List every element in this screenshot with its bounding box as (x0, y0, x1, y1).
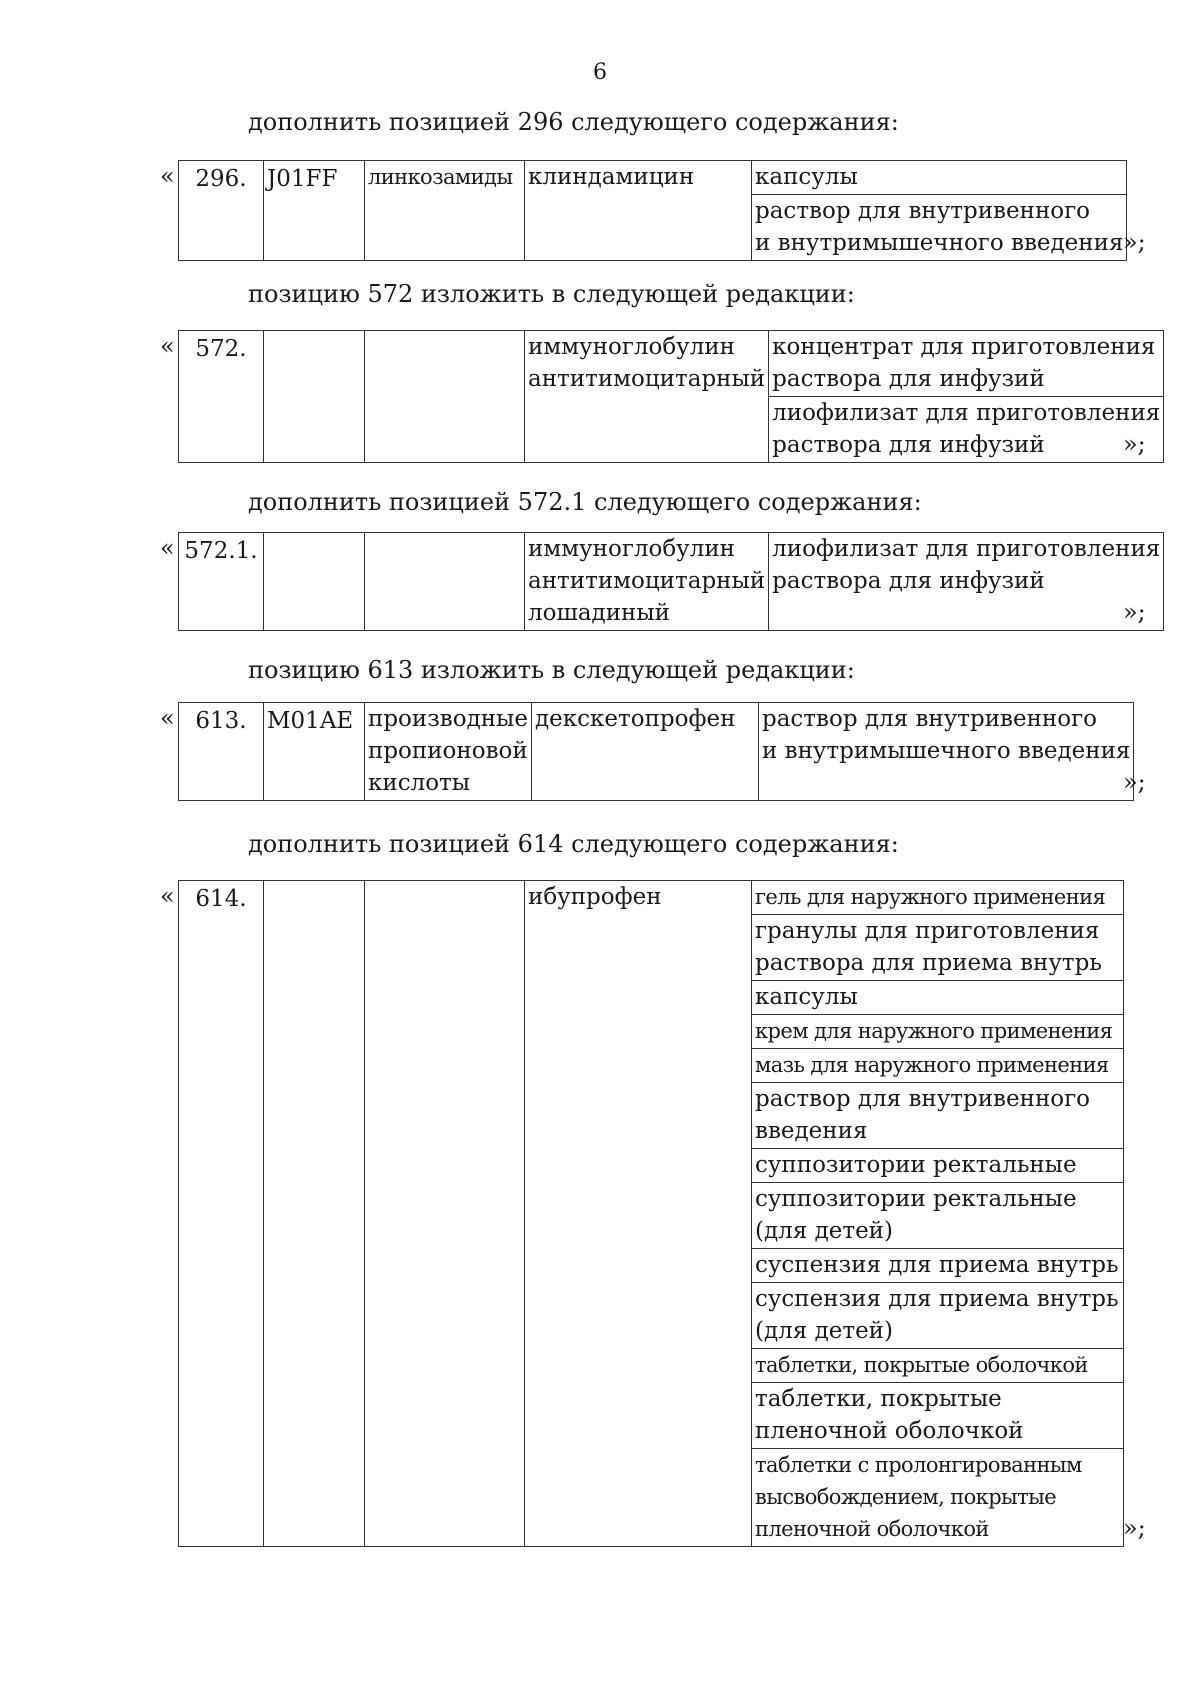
drug-group (365, 331, 525, 463)
dosage-form (752, 161, 1127, 195)
dosage-form (752, 1015, 1124, 1049)
cell-line: таблетки, покрытые оболочкой (755, 1353, 1088, 1377)
position-table (178, 880, 1124, 1547)
position-number: 613. (179, 703, 264, 801)
cell-line: раствора для инфузий (772, 568, 1045, 594)
drug-name (525, 881, 752, 1547)
dosage-form (752, 1249, 1124, 1283)
dosage-form (752, 1149, 1124, 1183)
closing-quote: »; (1123, 598, 1146, 626)
table-row (179, 533, 1164, 631)
dosage-form (752, 1283, 1124, 1349)
position-number: 572. (179, 331, 264, 463)
table-row (179, 331, 1164, 397)
position-number: 614. (179, 881, 264, 1547)
cell-line: лошадиный (528, 600, 671, 626)
amendment-instruction: дополнить позицией 296 следующего содержания: (248, 108, 899, 136)
cell-line: и внутримышечного введения (761, 738, 1131, 764)
cell-line: суппозитории ректальные (755, 1152, 1077, 1178)
cell-line: суппозитории ректальные (755, 1186, 1077, 1212)
amendment-instruction: дополнить позицией 572.1 следующего содержания: (248, 488, 922, 516)
atc-code (264, 881, 365, 1547)
atc-code (264, 331, 365, 463)
drug-group (365, 703, 532, 801)
cell-line: (для детей) (755, 1318, 893, 1344)
drug-name (531, 703, 758, 801)
cell-line: ибупрофен (528, 884, 662, 910)
drug-group (365, 161, 525, 261)
dosage-form (752, 881, 1124, 915)
cell-line: линкозамиды (368, 165, 513, 189)
cell-line: раствора для инфузий (772, 366, 1045, 392)
atc-code: M01AE (264, 703, 365, 801)
cell-line: пленочной оболочкой (755, 1418, 1024, 1444)
position-table (178, 532, 1164, 631)
cell-line: гранулы для приготовления (755, 918, 1100, 944)
amendment-instruction: позицию 613 изложить в следующей редакции: (248, 656, 855, 684)
cell-line: крем для наружного применения (755, 1019, 1113, 1043)
drug-group (365, 533, 525, 631)
table-row (179, 161, 1127, 195)
table-row (179, 881, 1124, 915)
cell-line: раствор для внутривенного (755, 1086, 1091, 1112)
dosage-form (752, 1449, 1124, 1547)
opening-quote: « (160, 534, 175, 562)
dosage-form (758, 703, 1133, 801)
cell-line: концентрат для приготовления (772, 334, 1156, 360)
closing-quote: »; (1123, 1514, 1146, 1542)
dosage-form (752, 1183, 1124, 1249)
cell-line: раствора для приема внутрь (755, 950, 1102, 976)
cell-line: раствор для внутривенного (755, 198, 1091, 224)
table-row (179, 703, 1134, 801)
cell-line: лиофилизат для приготовления (772, 536, 1161, 562)
position-table (178, 160, 1127, 261)
drug-name (525, 533, 769, 631)
opening-quote: « (160, 332, 175, 360)
dosage-form (752, 195, 1127, 261)
cell-line: пропионовой (368, 738, 528, 764)
cell-line: раствор для внутривенного (761, 706, 1098, 732)
closing-quote: »; (1123, 430, 1146, 458)
cell-line: антитимоцитарный (528, 366, 766, 392)
dosage-form (752, 915, 1124, 981)
cell-line: таблетки, покрытые (755, 1386, 1002, 1412)
cell-line: раствора для инфузий (772, 432, 1045, 458)
cell-line: кислоты (368, 770, 471, 796)
cell-line: пленочной оболочкой (755, 1517, 989, 1541)
drug-group (365, 881, 525, 1547)
dosage-form (752, 1383, 1124, 1449)
amendment-instruction: позицию 572 изложить в следующей редакции: (248, 280, 855, 308)
cell-line: иммуноглобулин (528, 536, 735, 562)
cell-line: введения (755, 1118, 868, 1144)
closing-quote: »; (1123, 768, 1146, 796)
cell-line: иммуноглобулин (528, 334, 735, 360)
cell-line: (для детей) (755, 1218, 893, 1244)
cell-line: таблетки с пролонгированным (755, 1453, 1082, 1477)
cell-line: лиофилизат для приготовления (772, 400, 1161, 426)
atc-code: J01FF (264, 161, 365, 261)
cell-line: клиндамицин (528, 164, 695, 190)
drug-name (525, 331, 769, 463)
amendment-instruction: дополнить позицией 614 следующего содержания: (248, 830, 899, 858)
position-table (178, 702, 1134, 801)
cell-line: и внутримышечного введения (755, 230, 1124, 256)
position-number: 572.1. (179, 533, 264, 631)
cell-line: высвобождением, покрытые (755, 1485, 1057, 1509)
closing-quote: »; (1123, 228, 1146, 256)
dosage-form (769, 331, 1164, 397)
cell-line: капсулы (755, 984, 858, 1010)
cell-line: капсулы (755, 164, 858, 190)
opening-quote: « (160, 882, 175, 910)
cell-line: антитимоцитарный (528, 568, 766, 594)
cell-line: декскетопрофен (534, 706, 736, 732)
dosage-form (752, 1083, 1124, 1149)
atc-code (264, 533, 365, 631)
dosage-form (752, 981, 1124, 1015)
dosage-form (752, 1349, 1124, 1383)
opening-quote: « (160, 704, 175, 732)
cell-line: мазь для наружного применения (755, 1053, 1109, 1077)
cell-line: суспензия для приема внутрь (755, 1252, 1119, 1278)
cell-line: суспензия для приема внутрь (755, 1286, 1119, 1312)
dosage-form (769, 533, 1164, 631)
dosage-form (769, 397, 1164, 463)
position-number: 296. (179, 161, 264, 261)
cell-line: производные (368, 706, 528, 732)
position-table (178, 330, 1164, 463)
drug-name (525, 161, 752, 261)
dosage-form (752, 1049, 1124, 1083)
opening-quote: « (160, 162, 175, 190)
page-number: 6 (593, 60, 607, 85)
cell-line: гель для наружного применения (755, 885, 1106, 909)
